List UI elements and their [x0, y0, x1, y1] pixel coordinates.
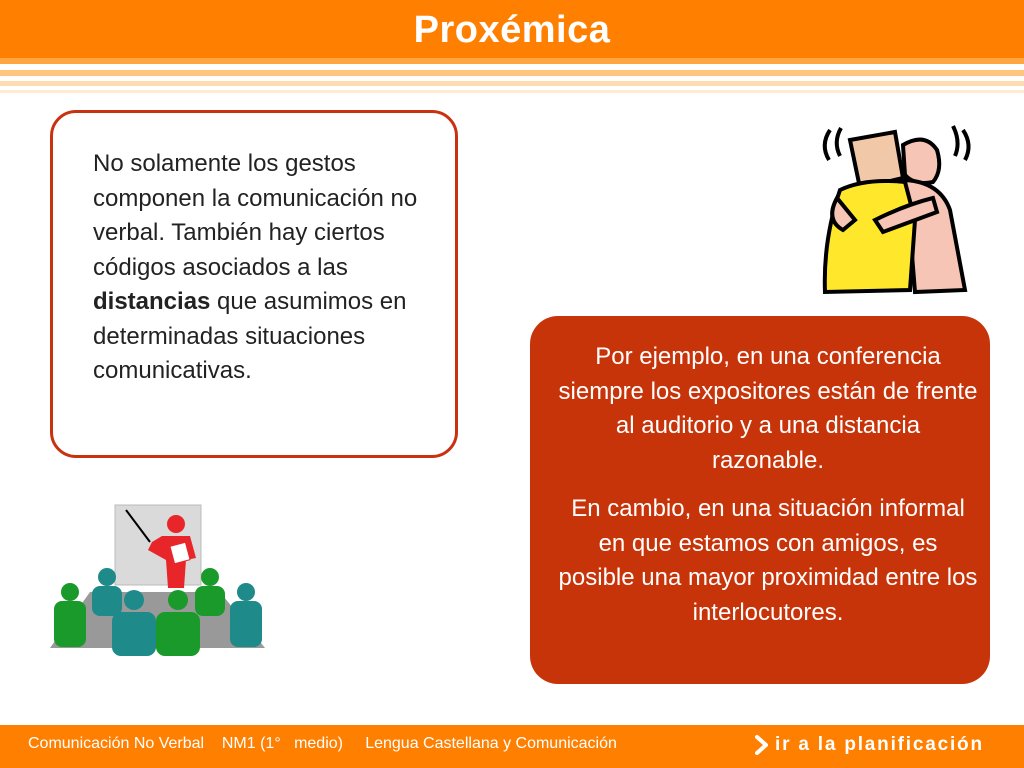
header-bar	[0, 0, 1024, 58]
example-paragraph-2: En cambio, en una situación informal en que estamos con amigos, es posible una mayor proximidad entre los interlocutores.	[558, 495, 978, 626]
planning-link-label: ir a la planificación	[775, 734, 984, 755]
intro-text-start: No solamente los gestos componen la comunicación no verbal. También hay ciertos códigos asociados a las	[93, 150, 418, 281]
example-paragraph-1: Por ejemplo, en una conferencia siempre los expositores están de frente al auditorio y a una distancia razonable.	[558, 343, 978, 474]
intro-text-end: que asumimos en determinadas situaciones comunicativas.	[93, 288, 407, 384]
planning-link[interactable]	[755, 732, 984, 758]
example-text-box	[530, 316, 990, 684]
course-info: Comunicación No Verbal NM1 (1° medio) Lengua Castellana y Comunicación	[28, 735, 617, 752]
intro-paragraph	[93, 147, 438, 389]
decorative-stripe	[0, 90, 1024, 93]
intro-text-box	[50, 110, 458, 458]
intro-emphasis: distancias	[93, 288, 211, 315]
footer-bar	[0, 725, 1024, 768]
presentation-audience-icon	[50, 500, 265, 660]
hugging-people-icon	[815, 120, 980, 300]
chevron-right-icon	[755, 735, 769, 755]
slide-title: Proxémica	[413, 8, 611, 51]
